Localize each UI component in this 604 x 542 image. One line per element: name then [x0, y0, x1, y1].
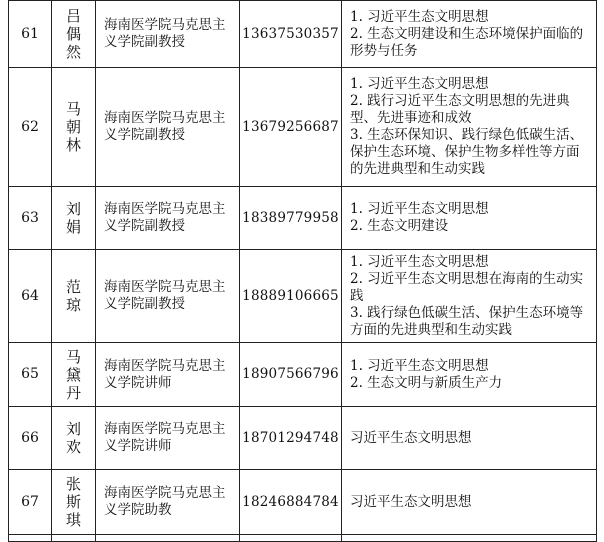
phone-number: 18907566796 — [240, 343, 342, 407]
row-number: 63 — [9, 187, 52, 250]
work-unit: 海南医学院马克思主义学院副教授 — [96, 187, 240, 250]
topic-item: 3. 生态环保知识、践行绿色低碳生活、保护生态环境、保护生物多样性等方面的先进典型和生动实践 — [350, 127, 584, 177]
topic-item: 1. 习近平生态文明思想 — [350, 76, 489, 92]
person-name: 刘娟 — [65, 200, 81, 236]
topic-item: 2. 习近平生态文明思想在海南的生动实践 — [350, 270, 584, 304]
person-name: 吕偶然 — [65, 7, 81, 61]
topic-cell — [342, 343, 597, 407]
table-row — [9, 68, 597, 187]
phone-number: 18389779958 — [240, 187, 342, 250]
topic-item: 习近平生态文明思想 — [350, 493, 472, 510]
document-page — [8, 0, 596, 529]
table-row — [9, 187, 597, 250]
work-unit: 海南医学院马克思主义学院助教 — [96, 470, 240, 535]
expert-table — [8, 0, 597, 542]
table-row — [9, 250, 597, 343]
person-name: 张斯琪 — [65, 475, 81, 529]
topic-item: 1. 习近平生态文明思想 — [350, 8, 489, 25]
table-row-continuation — [9, 535, 597, 542]
topic-cell — [342, 407, 597, 470]
topic-item: 3. 践行绿色低碳生活、保护生态环境等方面的先进典型和生动实践 — [350, 304, 584, 338]
phone-number: 13637530357 — [240, 1, 342, 68]
topic-item: 2. 生态文明与新质生产力 — [350, 374, 503, 391]
table-row — [9, 1, 597, 68]
row-number: 64 — [9, 250, 52, 343]
work-unit: 海南医学院马克思主义学院副教授 — [96, 250, 240, 343]
topic-item: 习近平生态文明思想 — [350, 429, 472, 446]
person-name: 范琼 — [65, 278, 81, 314]
work-unit: 海南医学院马克思主义学院讲师 — [96, 407, 240, 470]
phone-number: 18246884784 — [240, 470, 342, 535]
topic-item: 2. 践行习近平生态文明思想的先进典型、先进事迹和成效 — [350, 93, 570, 126]
topic-item: 1. 习近平生态文明思想 — [350, 201, 489, 217]
topic-cell — [342, 187, 597, 250]
phone-number: 18889106665 — [240, 250, 342, 343]
table-row — [9, 343, 597, 407]
person-name: 马朝林 — [65, 100, 81, 154]
work-unit: 海南医学院马克思主义学院讲师 — [96, 343, 240, 407]
row-number: 62 — [9, 68, 52, 187]
phone-number: 18701294748 — [240, 407, 342, 470]
person-name: 马黛丹 — [65, 347, 81, 402]
phone-number: 13679256687 — [240, 68, 342, 187]
table-row — [9, 470, 597, 535]
topic-cell — [342, 250, 597, 343]
row-number: 66 — [9, 407, 52, 470]
row-number: 65 — [9, 343, 52, 407]
topic-cell — [342, 68, 597, 187]
topic-cell — [342, 1, 597, 68]
topic-item: 2. 生态文明建设 — [350, 218, 449, 234]
work-unit: 海南医学院马克思主义学院副教授 — [96, 1, 240, 68]
person-name: 刘欢 — [65, 420, 81, 456]
row-number: 61 — [9, 1, 52, 68]
topic-cell — [342, 470, 597, 535]
work-unit: 海南医学院马克思主义学院副教授 — [96, 68, 240, 187]
topic-item: 1. 习近平生态文明思想 — [350, 357, 489, 374]
topic-item: 2. 生态文明建设和生态环境保护面临的形势与任务 — [350, 25, 584, 59]
topic-item: 1. 习近平生态文明思想 — [350, 253, 489, 270]
table-row — [9, 407, 597, 470]
row-number: 67 — [9, 470, 52, 535]
